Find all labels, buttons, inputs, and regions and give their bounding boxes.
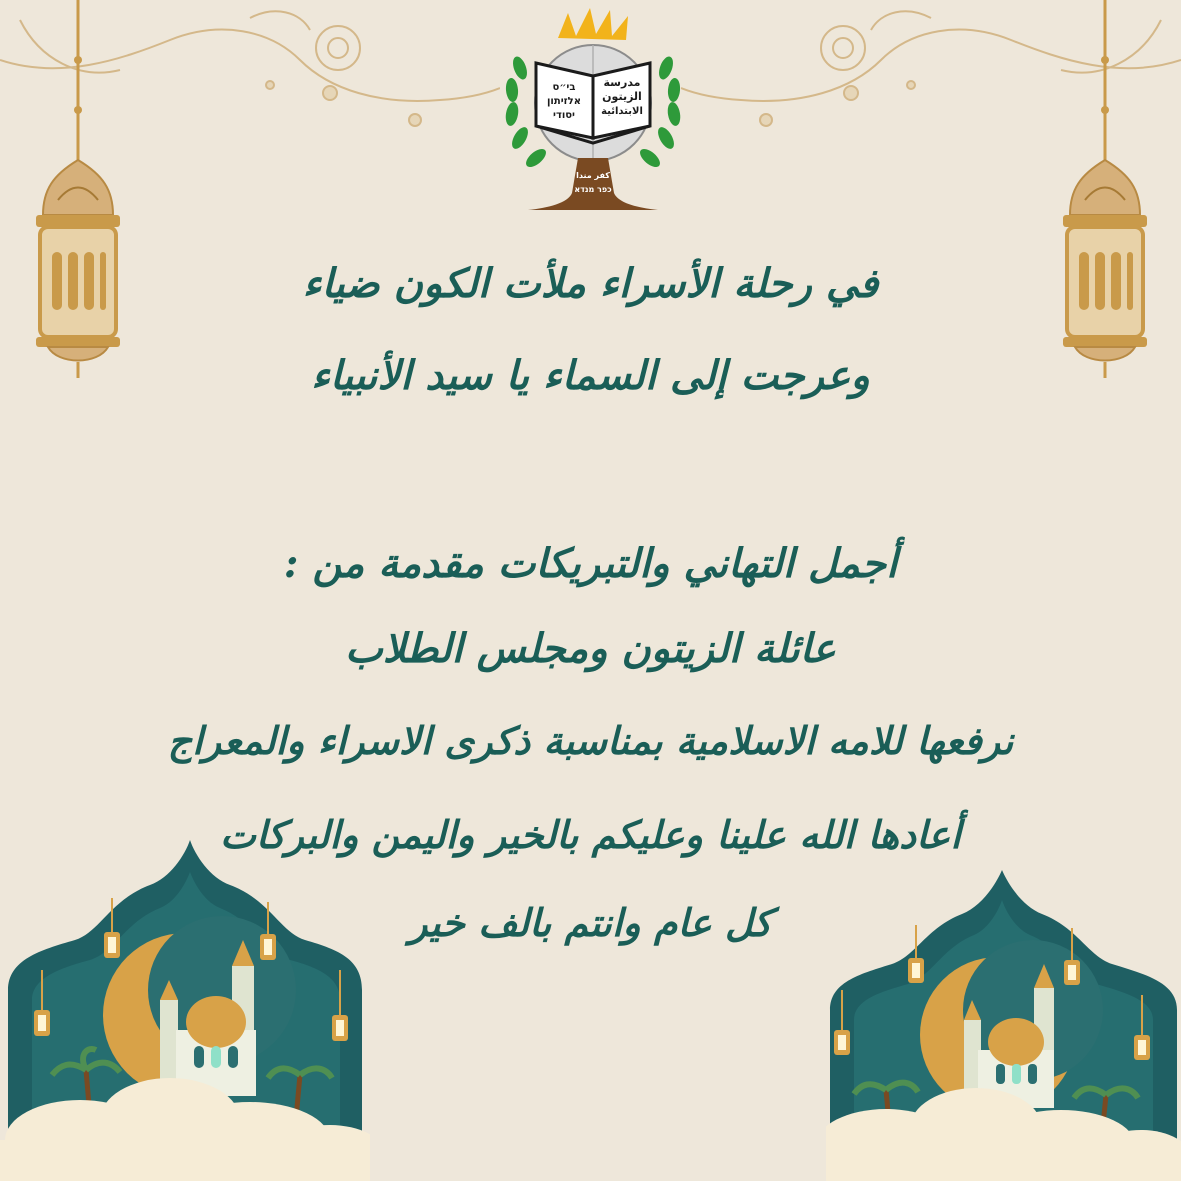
message-line-4: عائلة الزيتون ومجلس الطلاب [345,625,836,672]
message-line-1: في رحلة الأسراء ملأت الكون ضياء [302,260,879,307]
logo-arabic-line-1: مدرسة [603,76,641,89]
logo-hebrew-line-3: יסודי [553,110,575,121]
logo-arabic-line-2: الزيتون [602,90,642,103]
school-logo [498,8,688,218]
message-line-3: أجمل التهاني والتبريكات مقدمة من : [283,540,898,587]
left-mosque-crescent-scene [0,840,370,1181]
message-line-2: وعرجت إلى السماء يا سيد الأنبياء [311,352,870,399]
logo-village-hebrew: כפר מנדא [574,185,612,194]
right-hanging-lantern-icon [1045,0,1165,380]
message-line-5: نرفعها للامه الاسلامية بمناسبة ذكرى الاسراء والمعراج [167,718,1014,763]
message-line-6: أعادها الله علينا وعليكم بالخير واليمن والبركات [220,812,961,857]
tree-roots-icon [528,158,658,210]
logo-arabic-line-3: الابتدائية [601,106,643,117]
logo-hebrew-line-1: בי״ס [552,82,576,93]
logo-hebrew-line-2: אלזיתון [547,96,581,107]
logo-village-arabic: كفر مندا [576,171,610,180]
left-hanging-lantern-icon [18,0,138,380]
message-line-7: كل عام وانتم بالف خير [409,900,772,945]
open-book-icon [536,63,650,143]
right-mosque-crescent-scene [826,870,1181,1181]
sun-rays-icon [558,8,628,40]
